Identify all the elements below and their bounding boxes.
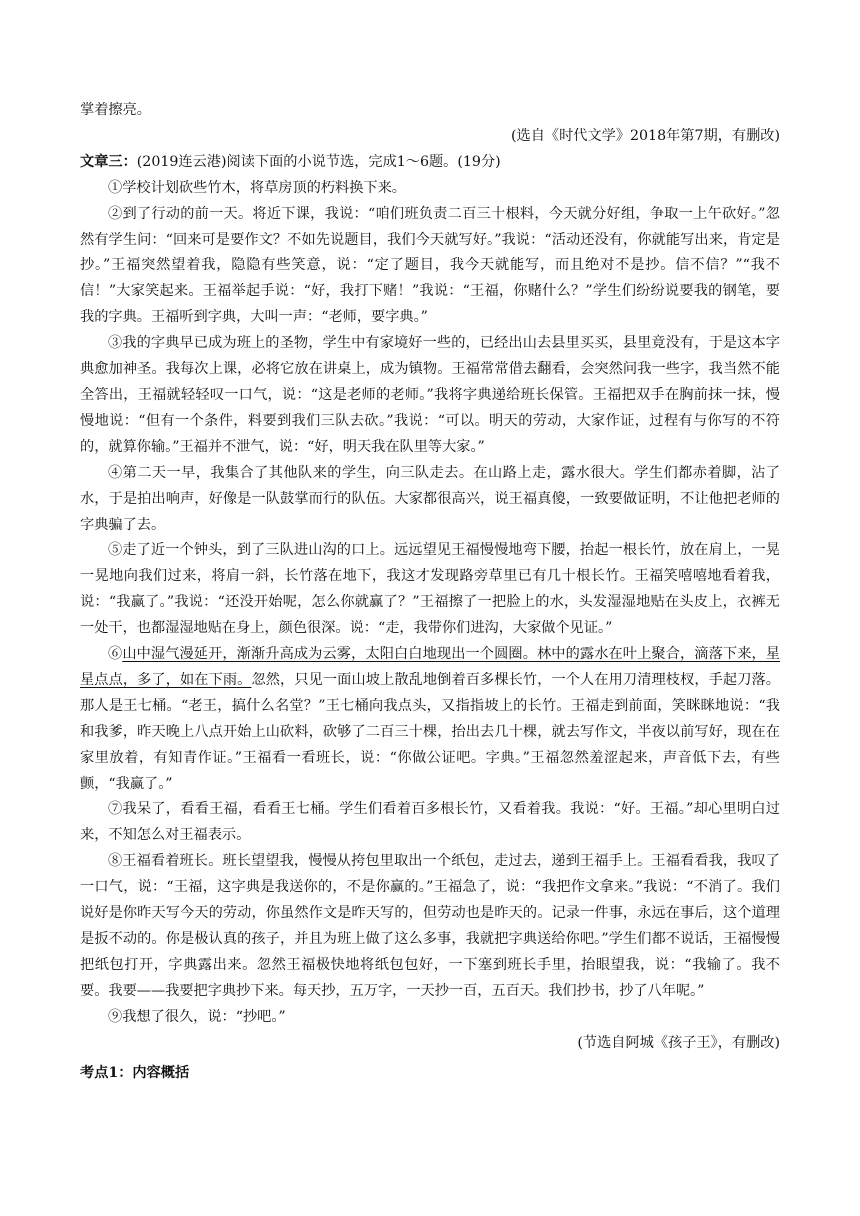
paragraph-7: ⑦我呆了，看看王福，看看王七桶。学生们看着百多根长竹，又看着我。我说：“好。王福。”却心里明白过来，不知怎么对王福表示。 <box>80 801 780 844</box>
section-label: 文章三： <box>80 153 137 170</box>
document-page <box>80 98 780 1086</box>
section-instruction: (2019连云港)阅读下面的小说节选，完成1～6题。(19分) <box>136 153 501 170</box>
paragraph-1: ①学校计划砍些竹木，将草房顶的朽料换下来。 <box>108 179 406 196</box>
paragraph-5: ⑤走了近一个钟头，到了三队进山沟的口上。远远望见王福慢慢地弯下腰，抬起一根长竹，放在肩上，一晃一晃地向我们过来，将肩一斜，长竹落在地下，我这才发现路旁草里已有几十根长竹。王福笑嘻嘻地看着我，说：“我赢了。”我说：“还没开始呢，怎么你就赢了？”王福擦了一把脸上的水，头发湿湿地贴在头皮上，衣裤无一处干，也都湿湿地贴在身上，颜色很深。说：“走，我带你们进沟，大家做个见证。” <box>80 542 780 637</box>
section-header <box>80 150 780 176</box>
paragraph-9: ⑨我想了很久，说：“抄吧。” <box>108 1008 286 1025</box>
underlined-passage: 山中湿气漫延开，渐渐升高成为云雾，太阳白白地现出一个圆圈。林中的露水在叶上聚合，滴落下来，星星点点，多了，如在下雨。 <box>80 646 780 688</box>
paragraph-4: ④第二天一早，我集合了其他队来的学生，向三队走去。在山路上走，露水很大。学生们都赤着脚，沾了水，于是拍出响声，好像是一队鼓掌而行的队伍。大家都很高兴，说王福真傻，一致要做证明，不让他把老师的字典骗了去。 <box>80 464 780 533</box>
paragraph-2: ②到了行动的前一天。将近下课，我说：“咱们班负责二百三十根料，今天就分好组，争取一上午砍好。”忽然有学生问：“回来可是要作文？不如先说题目，我们今天就写好。”我说：“活动还没有，你就能写出来，肯定是抄。”王福突然望着我，隐隐有些笑意，说：“定了题目，我今天就能写，而且绝对不是抄。信不信？”“我不信！”大家笑起来。王福举起手说：“好，我打下赌！”我说：“王福，你赌什么？”学生们纷纷说要我的钢笔，要我的字典。王福听到字典，大叫一声：“老师，要字典。” <box>80 205 780 326</box>
paragraph-3: ③我的字典早已成为班上的圣物，学生中有家境好一些的，已经出山去县里买买，县里竟没有，于是这本字典愈加神圣。我每次上课，必将它放在讲桌上，成为镇物。王福常常借去翻看，会突然问我一些字，我当然不能全答出，王福就轻轻叹一口气，说：“这是老师的老师。”我将字典递给班长保管。王福把双手在胸前抹一抹，慢慢地说：“但有一个条件，料要到我们三队去砍。”我说：“可以。明天的劳动，大家作证，过程有与你写的不符的，就算你输。”王福并不泄气，说：“好，明天我在队里等大家。” <box>80 335 780 455</box>
paragraph-8: ⑧王福看着班长。班长望望我，慢慢从挎包里取出一个纸包，走过去，递到王福手上。王福看看我，我叹了一口气，说：“王福，这字典是我送你的，不是你赢的。”王福急了，说：“我把作文拿来。”我说：“不消了。我们说好是你昨天写今天的劳动，你虽然作文是昨天写的，但劳动也是昨天的。记录一件事，永远在事后，这个道理是扳不动的。你是极认真的孩子，并且为班上做了这么多事，我就把字典送给你吧。”学生们都不说话，王福慢慢把纸包打开，字典露出来。忽然王福极快地将纸包包好，一下塞到班长手里，抬眼望我，说：“我输了。我不要。我要——我要把字典抄下来。每天抄，五万字，一天抄一百，五百天。我们抄书，抄了八年呢。” <box>80 853 780 999</box>
continued-line: 掌着擦亮。 <box>80 102 151 118</box>
paragraph-6-rest: 忽然，只见一面山坡上散乱地倒着百多棵长竹，一个人在用刀清理枝杈，手起刀落。那人是王七桶。“老王，搞什么名堂？”王七桶向我点头，又指指坡上的长竹。王福走到前面，笑眯眯地说：“我和我爹，昨天晚上八点开始上山砍料，砍够了二百三十棵，抬出去几十棵，就去写作文，半夜以前写好，现在在家里放着，有知青作证。”王福看一看班长，说：“你做公证吧。字典。”王福忽然羞涩起来，声音低下去，有些颤，“我赢了。” <box>80 671 780 792</box>
source-citation-1: (选自《时代文学》2018年第7期，有删改) <box>510 127 780 144</box>
paragraph-6 <box>80 642 780 797</box>
source-citation-2: (节选自阿城《孩子王》，有删改) <box>577 1034 780 1051</box>
kaodian-heading: 考点1：内容概括 <box>80 1064 190 1081</box>
paragraph-6-number: ⑥ <box>108 646 123 663</box>
